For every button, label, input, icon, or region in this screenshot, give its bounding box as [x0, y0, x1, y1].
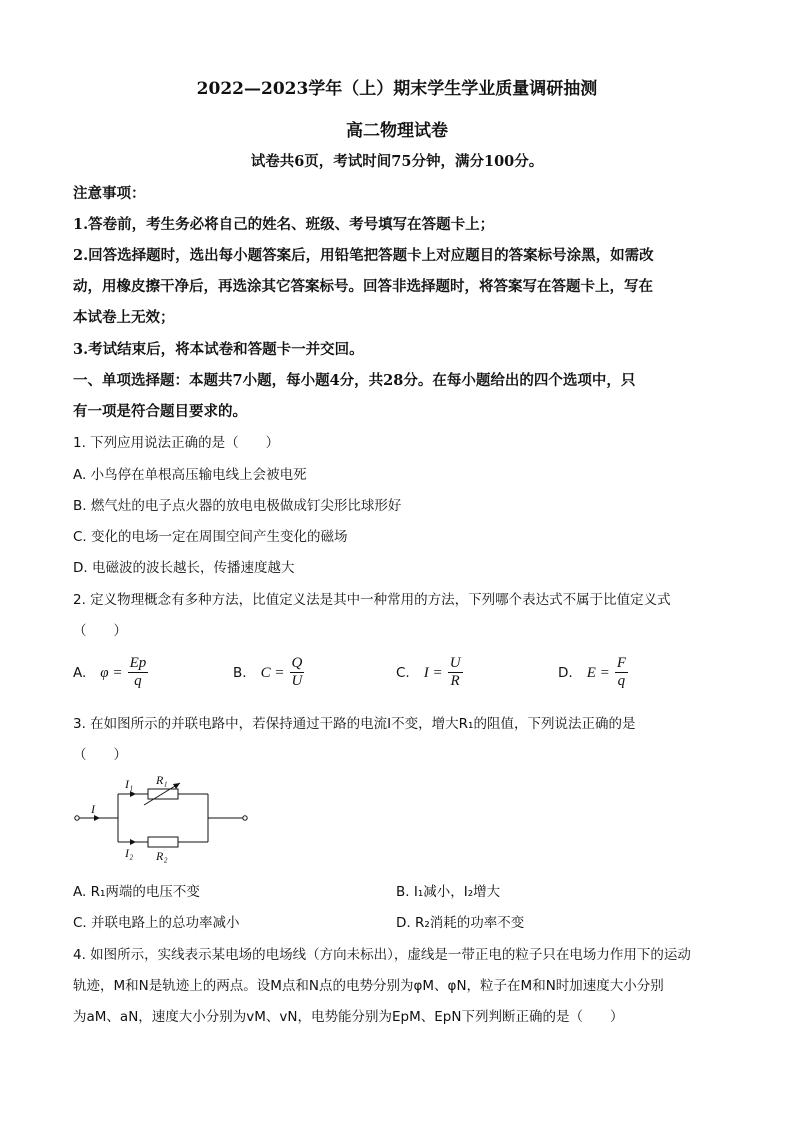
- exam-info: 试卷共6页，考试时间75分钟，满分100分。: [250, 153, 544, 170]
- q2-option-a: A. φ = $\frac{Ep}{q}$: [73, 655, 147, 689]
- notice-item-2-line-2: 动，用橡皮擦干净后，再选涂其它答案标号。回答非选择题时，将答案写在答题卡上，写在: [73, 278, 653, 295]
- fraction: $\frac{Ep}{q}$: [129, 655, 147, 689]
- q3-option-d: D. R₂消耗的功率不变: [396, 915, 525, 931]
- exam-subtitle: 高二物理试卷: [346, 121, 448, 141]
- q1-option-a: A. 小鸟停在单根高压输电线上会被电死: [73, 467, 307, 483]
- resistor-r1-label: R₁: [156, 773, 168, 787]
- q4-stem-line-1: 4. 如图所示，实线表示某电场的电场线（方向未标出），虚线是一带正电的粒子只在电场力作用下的运动: [73, 947, 691, 963]
- q2-option-c: C. I = $\frac{U}{R}$: [396, 655, 461, 689]
- section-1-heading-line-2: 有一项是符合题目要求的。: [73, 403, 247, 420]
- q2-option-d: D. E = $\frac{F}{q}$: [558, 655, 626, 689]
- notice-heading: 注意事项：: [73, 185, 146, 202]
- q1-option-c: C. 变化的电场一定在周围空间产生变化的磁场: [73, 529, 348, 545]
- notice-item-2-line-3: 本试卷上无效；: [73, 309, 175, 326]
- q2-stem-line-1: 2. 定义物理概念有多种方法，比值定义法是其中一种常用的方法，下列哪个表达式不属于比值定义式: [73, 592, 671, 608]
- fraction: $\frac{U}{R}$: [449, 655, 461, 689]
- parallel-circuit-diagram: [70, 772, 255, 864]
- resistor-r2-label: R₂: [156, 849, 168, 863]
- current-i1-label: I₁: [125, 777, 134, 791]
- q2-option-b: B. C = $\frac{Q}{U}$: [233, 655, 303, 689]
- notice-item-2-line-1: 2.回答选择题时，选出每小题答案后，用铅笔把答题卡上对应题目的答案标号涂黑，如需改: [73, 247, 654, 264]
- q3-stem-line-1: 3. 在如图所示的并联电路中，若保持通过干路的电流I不变，增大R₁的阻值，下列说法正确的是: [73, 716, 636, 732]
- fraction: $\frac{F}{q}$: [616, 655, 626, 689]
- q2-stem-line-2: （ ）: [73, 623, 127, 639]
- q3-option-c: C. 并联电路上的总功率减小: [73, 915, 240, 931]
- q4-stem-line-2: 轨迹，M和N是轨迹上的两点。设M点和N点的电势分别为φM、φN，粒子在M和N时加速度大小分别: [73, 978, 664, 994]
- q3-option-b: B. I₁减小，I₂增大: [396, 884, 501, 900]
- current-i2-label: I₂: [125, 846, 134, 860]
- notice-item-3: 3.考试结束后，将本试卷和答题卡一并交回。: [73, 341, 364, 358]
- fraction: $\frac{Q}{U}$: [291, 655, 303, 689]
- q1-option-b: B. 燃气灶的电子点火器的放电电极做成钉尖形比球形好: [73, 498, 402, 514]
- section-1-heading-line-1: 一、单项选择题：本题共7小题，每小题4分，共28分。在每小题给出的四个选项中，只: [73, 372, 636, 389]
- current-i-label: I: [91, 802, 95, 816]
- q4-stem-line-3: 为aM、aN，速度大小分别为vM、vN，电势能分别为EpM、EpN下列判断正确的是（ ）: [73, 1009, 624, 1025]
- q1-option-d: D. 电磁波的波长越长，传播速度越大: [73, 560, 295, 576]
- q1-stem: 1. 下列应用说法正确的是（ ）: [73, 435, 280, 451]
- q3-stem-line-2: （ ）: [73, 747, 127, 763]
- q3-option-a: A. R₁两端的电压不变: [73, 884, 200, 900]
- notice-item-1: 1.答卷前，考生务必将自己的姓名、班级、考号填写在答题卡上；: [73, 216, 495, 233]
- exam-title: 2022—2023学年（上）期末学生学业质量调研抽测: [196, 79, 598, 99]
